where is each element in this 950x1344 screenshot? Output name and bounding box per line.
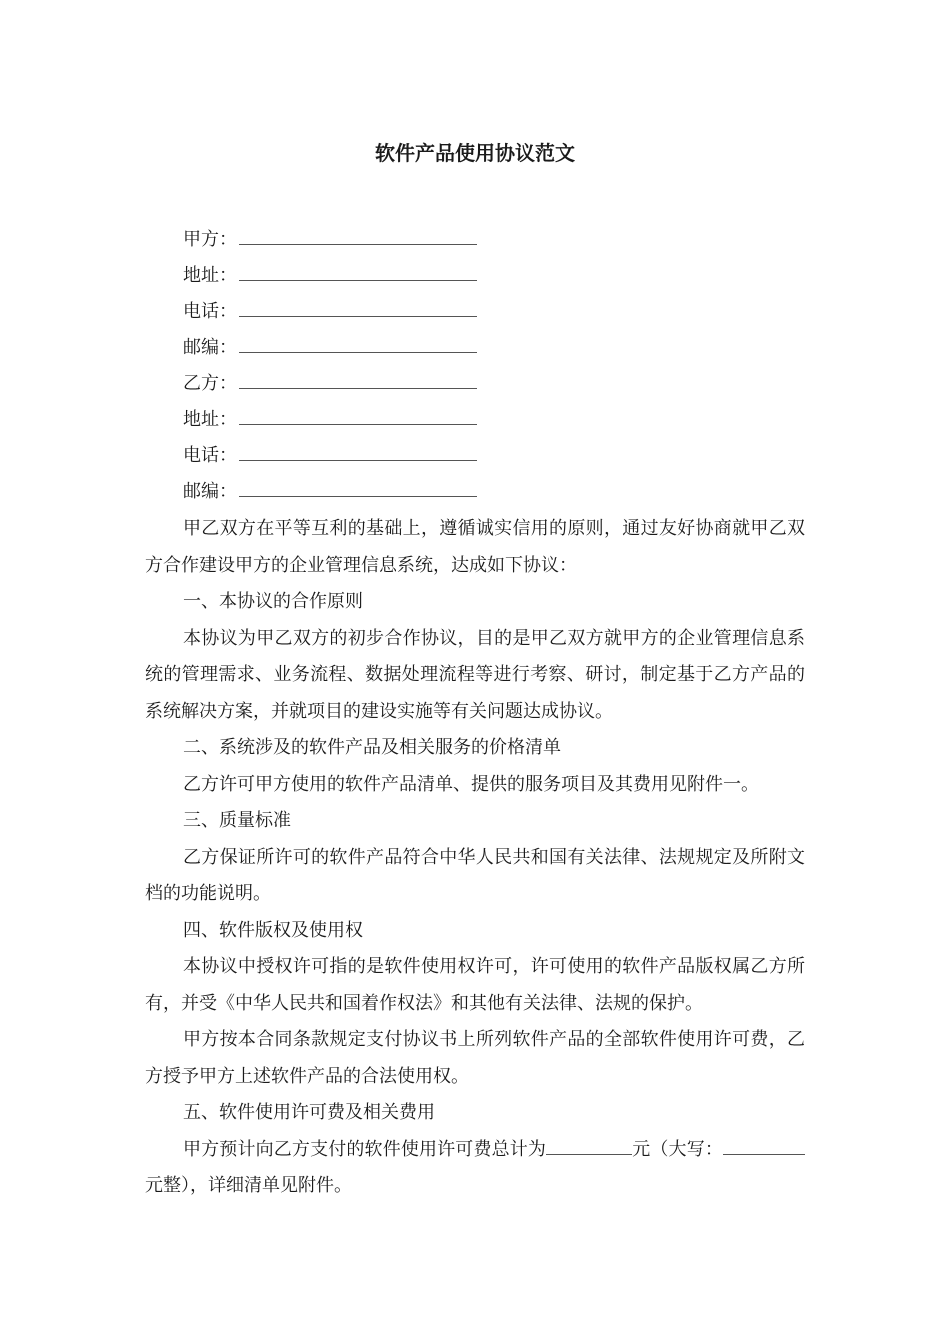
- party-a-postcode-field: [183, 334, 477, 370]
- section-4-paragraph-1: 本协议中授权许可指的是软件使用权许可，许可使用的软件产品版权属乙方所有，并受《中华人民共和国着作权法》和其他有关法律、法规的保护。: [145, 956, 805, 1014]
- section-5-paragraph: [145, 1132, 805, 1205]
- agreement-body: [145, 511, 805, 1205]
- party-a-address-field: [183, 262, 477, 298]
- blank-line: [239, 442, 477, 461]
- blank-line: [239, 406, 477, 425]
- section-heading-2: 二、系统涉及的软件产品及相关服务的价格清单: [183, 737, 561, 758]
- fee-text-1: 甲方预计向乙方支付的软件使用许可费总计为: [183, 1138, 547, 1160]
- fee-text-3: 元整），详细清单见附件。: [145, 1175, 352, 1196]
- party-b-postcode-field: [183, 478, 477, 514]
- blank-line: [239, 370, 477, 389]
- section-2-paragraph: 乙方许可甲方使用的软件产品清单、提供的服务项目及其费用见附件一。: [183, 773, 759, 795]
- section-heading-5: 五、软件使用许可费及相关费用: [183, 1102, 435, 1123]
- section-heading-4: 四、软件版权及使用权: [183, 919, 363, 941]
- field-label: 电话：: [183, 445, 237, 466]
- blank-line: [239, 226, 477, 245]
- party-b-address-field: [183, 406, 477, 442]
- field-label: 电话：: [183, 301, 237, 322]
- field-label: 甲方：: [183, 229, 237, 250]
- party-b-phone-field: [183, 442, 477, 478]
- fee-text-2: 元（大写：: [632, 1138, 724, 1160]
- field-label: 乙方：: [183, 373, 237, 394]
- section-3-paragraph: 乙方保证所许可的软件产品符合中华人民共和国有关法律、法规规定及所附文档的功能说明。: [145, 846, 805, 904]
- blank-line: [239, 298, 477, 317]
- section-4-paragraph-2: 甲方按本合同条款规定支付协议书上所列软件产品的全部软件使用许可费，乙方授予甲方上述软件产品的合法使用权。: [145, 1029, 805, 1087]
- blank-line: [239, 478, 477, 497]
- fee-amount-blank: [546, 1136, 632, 1155]
- field-label: 邮编：: [183, 481, 237, 502]
- intro-paragraph: 甲乙双方在平等互利的基础上，遵循诚实信用的原则，通过友好协商就甲乙双方合作建设甲方的企业管理信息系统，达成如下协议：: [145, 518, 805, 576]
- section-heading-3: 三、质量标准: [183, 810, 291, 831]
- party-a-name-field: [183, 226, 477, 262]
- field-label: 地址：: [183, 409, 237, 430]
- party-a-phone-field: [183, 298, 477, 334]
- field-label: 邮编：: [183, 337, 237, 358]
- document-title: 软件产品使用协议范文: [375, 141, 575, 165]
- party-info-fields: [183, 226, 477, 514]
- section-1-paragraph: 本协议为甲乙双方的初步合作协议，目的是甲乙双方就甲方的企业管理信息系统的管理需求、业务流程、数据处理流程等进行考察、研讨，制定基于乙方产品的系统解决方案，并就项目的建设实施等有关问题达成协议。: [145, 627, 805, 722]
- section-heading-1: 一、本协议的合作原则: [183, 591, 363, 612]
- fee-uppercase-blank-cont: [779, 1136, 805, 1155]
- blank-line: [239, 334, 477, 353]
- party-b-name-field: [183, 370, 477, 406]
- blank-line: [239, 262, 477, 281]
- fee-uppercase-blank: [723, 1136, 779, 1155]
- field-label: 地址：: [183, 265, 237, 286]
